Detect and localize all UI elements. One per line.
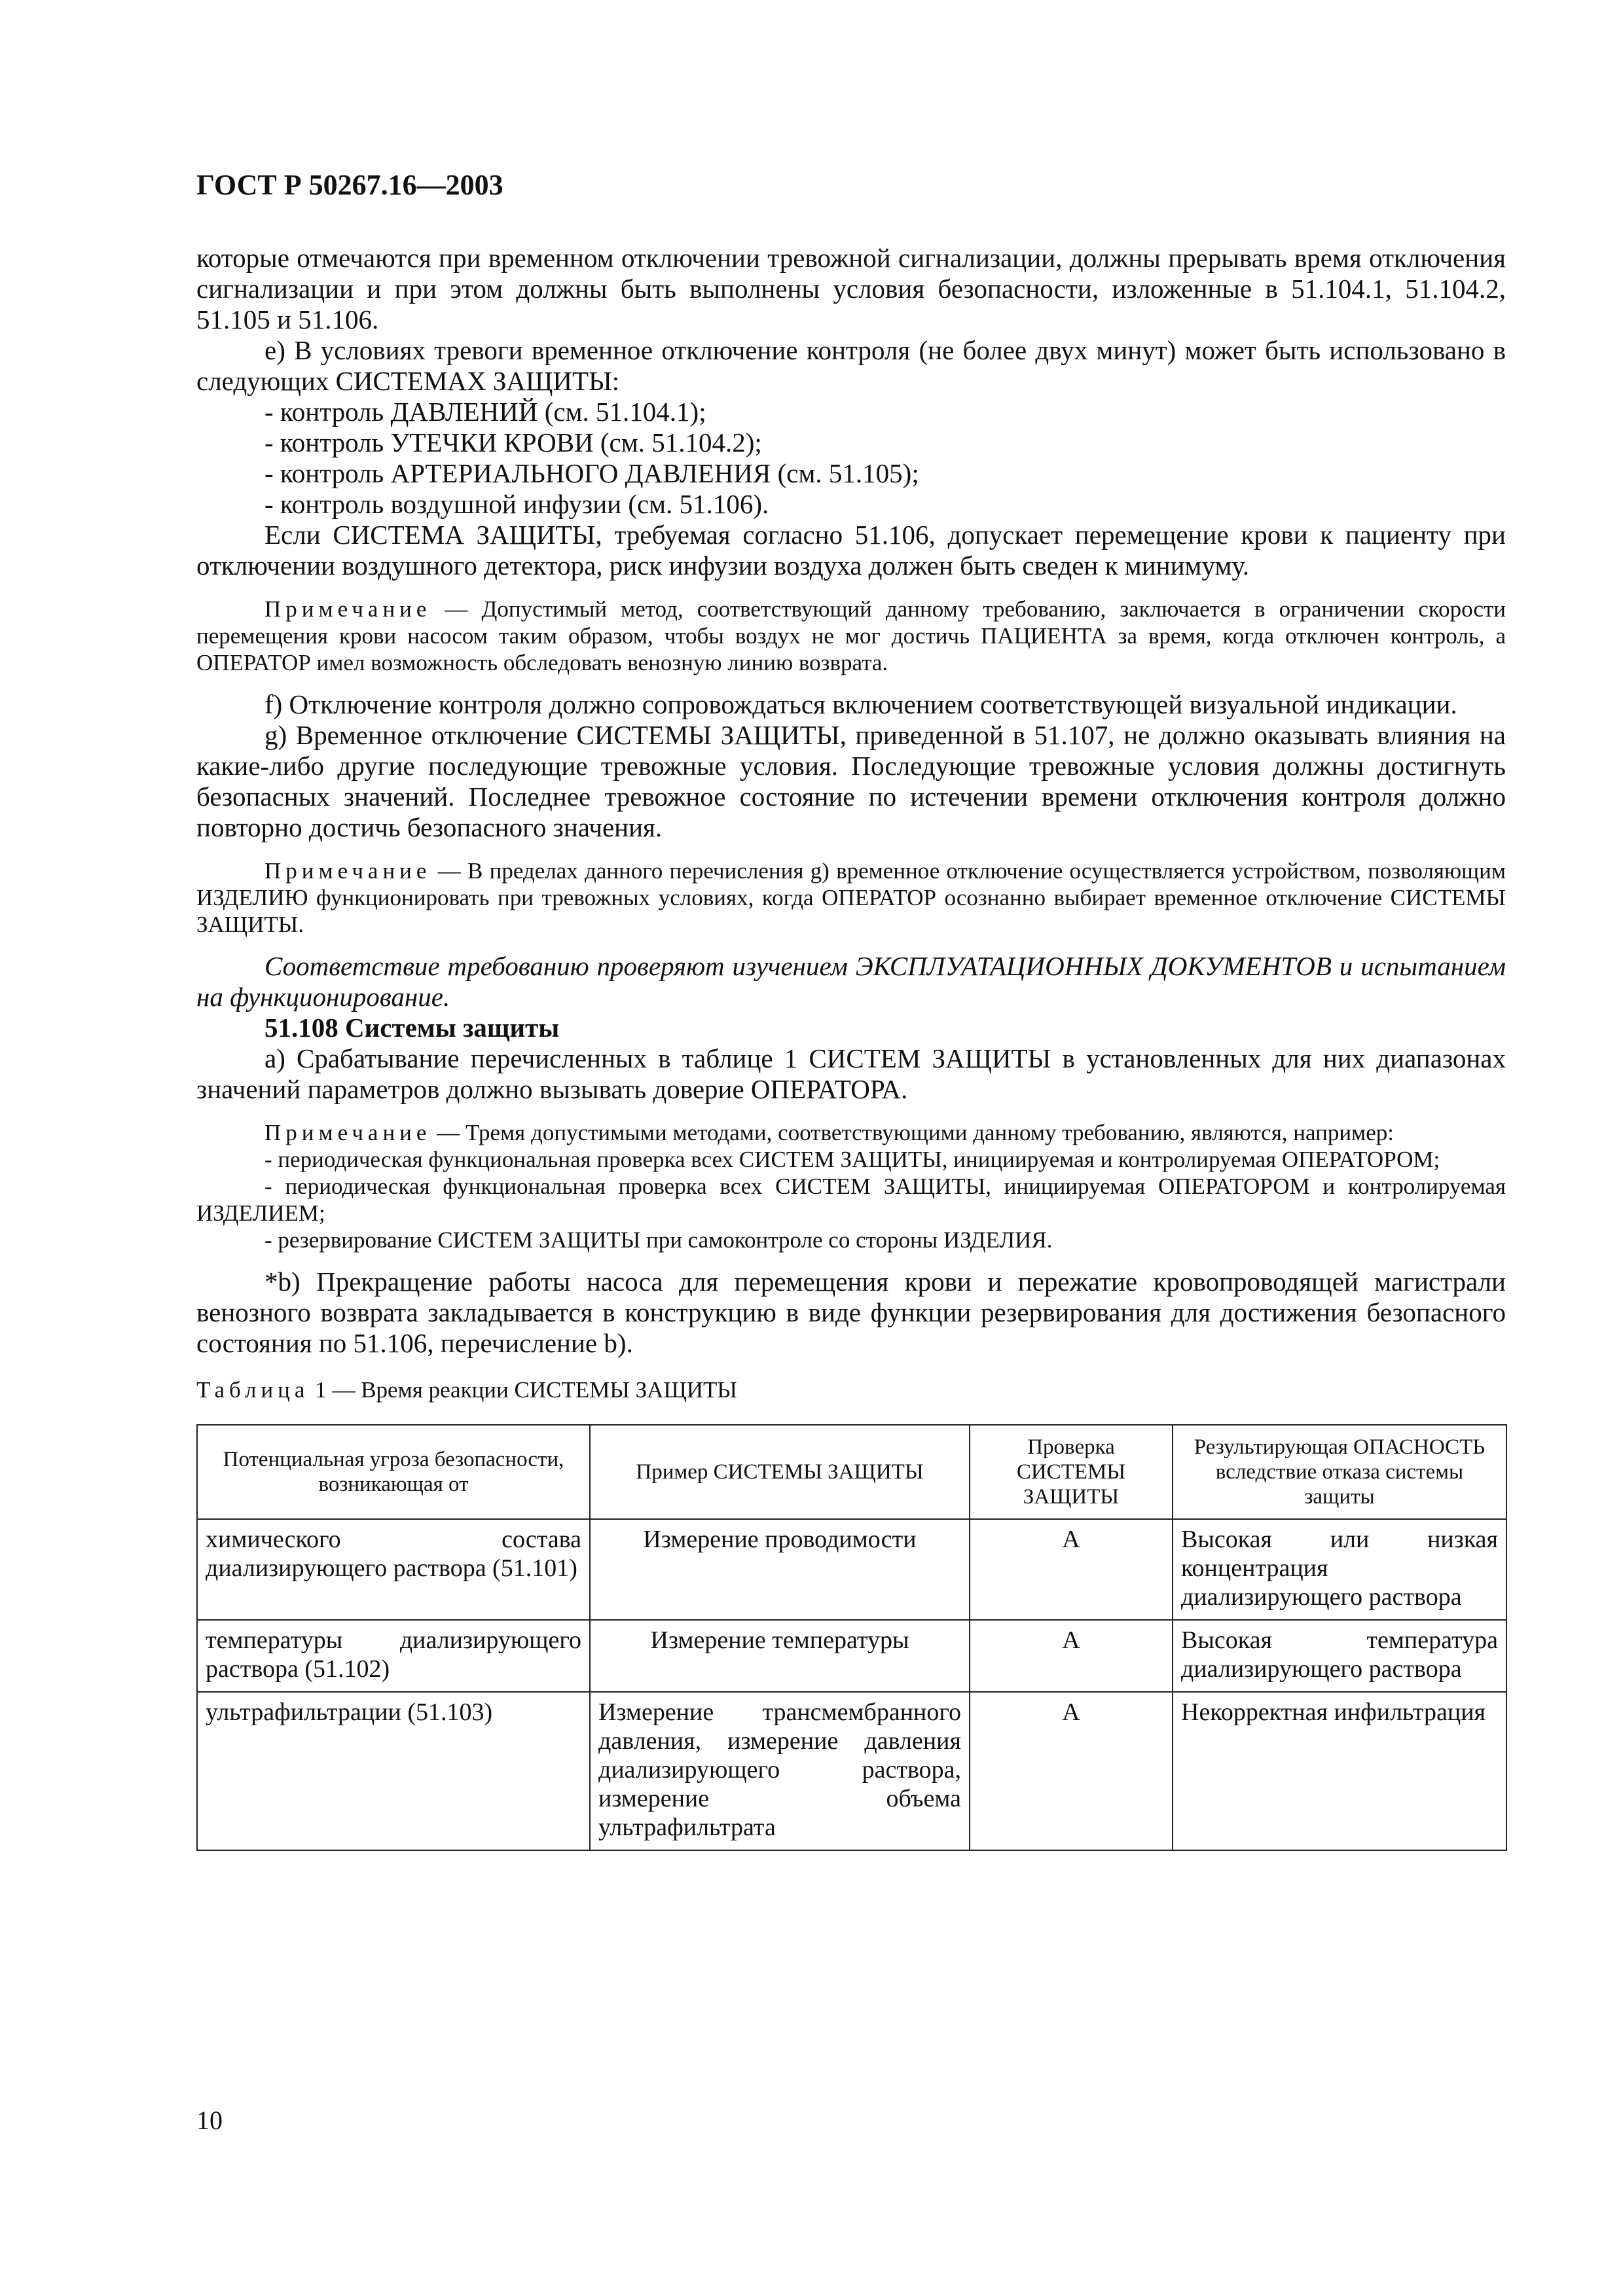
table-row — [197, 1519, 1506, 1620]
table-cell: A — [970, 1519, 1173, 1620]
note-list-item: - периодическая функциональная проверка всех СИСТЕМ ЗАЩИТЫ, инициируемая и контролируемая ОПЕРАТОРОМ; — [264, 1147, 1440, 1172]
paragraph-g: g) Временное отключение СИСТЕМЫ ЗАЩИТЫ, приведенной в 51.107, не должно оказывать влияния на какие-либо другие последующие тревожные условия. Последующие тревожные условия должны достигнуть безопасных значений. Последнее тревожное состояние по истечении времени отключения контроля должно повторно достичь безопасного значения. — [196, 720, 1506, 842]
note-label: Примечание — [264, 596, 431, 622]
column-header: Результирующая ОПАСНОСТЬ вследствие отказа системы защиты — [1173, 1425, 1506, 1519]
table-cell: A — [970, 1692, 1173, 1850]
column-header: Проверка СИСТЕМЫ ЗАЩИТЫ — [970, 1425, 1173, 1519]
note-2 — [196, 857, 1506, 938]
protection-systems-table — [196, 1424, 1507, 1851]
table-cell: химического состава диализирующего раствора (51.101) — [197, 1519, 590, 1620]
column-header: Пример СИСТЕМЫ ЗАЩИТЫ — [590, 1425, 970, 1519]
table-caption-label: Таблица — [196, 1377, 310, 1403]
table-cell: Высокая температура диализирующего раствора — [1173, 1620, 1506, 1692]
list-item: - контроль воздушной инфузии (см. 51.106). — [264, 489, 769, 519]
list-item: - контроль ДАВЛЕНИЙ (см. 51.104.1); — [264, 397, 706, 427]
table-header-row — [197, 1425, 1506, 1519]
column-header: Потенциальная угроза безопасности, возникающая от — [197, 1425, 590, 1519]
note-3 — [196, 1119, 1506, 1253]
table-cell: Измерение температуры — [590, 1620, 970, 1692]
page-number: 10 — [196, 2106, 223, 2135]
table-cell: A — [970, 1620, 1173, 1692]
note-list-item: - резервирование СИСТЕМ ЗАЩИТЫ при самоконтроле со стороны ИЗДЕЛИЯ. — [264, 1227, 1053, 1253]
table-row — [197, 1692, 1506, 1850]
paragraph-continuation: которые отмечаются при временном отключении тревожной сигнализации, должны прерывать время отключения сигнализации и при этом должны быть выполнены условия безопасности, изложенные в 51.104.1, 51.104.2, 51.105 и 51.106. — [196, 243, 1506, 334]
table-cell: Некорректная инфильтрация — [1173, 1692, 1506, 1850]
note-text: — Тремя допустимыми методами, соответствующими данному требованию, являются, например: — [431, 1120, 1394, 1145]
paragraph-b: *b) Прекращение работы насоса для перемещения крови и пережатие кровопроводящей магистрали венозного возврата закладывается в конструкцию в виде функции резервирования для достижения безопасного состояния по 51.106, перечисление b). — [196, 1266, 1506, 1358]
note-text: — Допустимый метод, соответствующий данному требованию, заключается в ограничении скорости перемещения крови насосом таким образом, чтобы воздух не мог достичь ПАЦИЕНТА за время, когда отключен контроль, а ОПЕРАТОР имел возможность обследовать венозную линию возврата. — [196, 596, 1506, 675]
document-header: ГОСТ Р 50267.16—2003 — [196, 169, 503, 201]
section-heading: 51.108 Системы защиты — [264, 1013, 560, 1043]
table-row — [197, 1620, 1506, 1692]
table-caption-text: 1 — Время реакции СИСТЕМЫ ЗАЩИТЫ — [309, 1377, 737, 1403]
paragraph-f: f) Отключение контроля должно сопровождаться включением соответствующей визуальной индикации. — [264, 689, 1457, 719]
note-intro — [196, 1119, 1506, 1146]
paragraph-air-infusion: Если СИСТЕМА ЗАЩИТЫ, требуемая согласно 51.106, допускает перемещение крови к пациенту при отключении воздушного детектора, риск инфузии воздуха должен быть сведен к минимуму. — [196, 520, 1506, 581]
table-caption — [196, 1376, 1506, 1405]
list-item: - контроль УТЕЧКИ КРОВИ (см. 51.104.2); — [264, 427, 762, 457]
table-cell: ультрафильтрации (51.103) — [197, 1692, 590, 1850]
paragraph-a: a) Срабатывание перечисленных в таблице 1 СИСТЕМ ЗАЩИТЫ в установленных для них диапазонах значений параметров должно вызывать доверие ОПЕРАТОРА. — [196, 1043, 1506, 1104]
table-cell: Высокая или низкая концентрация диализирующего раствора — [1173, 1519, 1506, 1620]
table-cell: температуры диализирующего раствора (51.102) — [197, 1620, 590, 1692]
document-page — [196, 167, 1506, 1851]
paragraph-e: e) В условиях тревоги временное отключение контроля (не более двух минут) может быть использовано в следующих СИСТЕМАХ ЗАЩИТЫ: — [196, 335, 1506, 396]
table-cell: Измерение трансмембранного давления, измерение давления диализирующего раствора, измерение объема ультрафильтрата — [590, 1692, 970, 1850]
note-label: Примечание — [264, 858, 431, 884]
list-item: - контроль АРТЕРИАЛЬНОГО ДАВЛЕНИЯ (см. 51.105); — [264, 458, 919, 488]
note-text: — В пределах данного перечисления g) временное отключение осуществляется устройством, позволяющим ИЗДЕЛИЮ функционировать при тревожных условиях, когда ОПЕРАТОР осознанно выбирает временное отключение СИСТЕМЫ ЗАЩИТЫ. — [196, 858, 1506, 937]
table-cell: Измерение проводимости — [590, 1519, 970, 1620]
note-label: Примечание — [264, 1120, 431, 1145]
note-1 — [196, 596, 1506, 676]
note-list-item: - периодическая функциональная проверка всех СИСТЕМ ЗАЩИТЫ, инициируемая ОПЕРАТОРОМ и контролируемая ИЗДЕЛИЕМ; — [196, 1174, 1506, 1226]
paragraph-conformance: Соответствие требованию проверяют изучением ЭКСПЛУАТАЦИОННЫХ ДОКУМЕНТОВ и испытанием на функционирование. — [196, 951, 1506, 1012]
